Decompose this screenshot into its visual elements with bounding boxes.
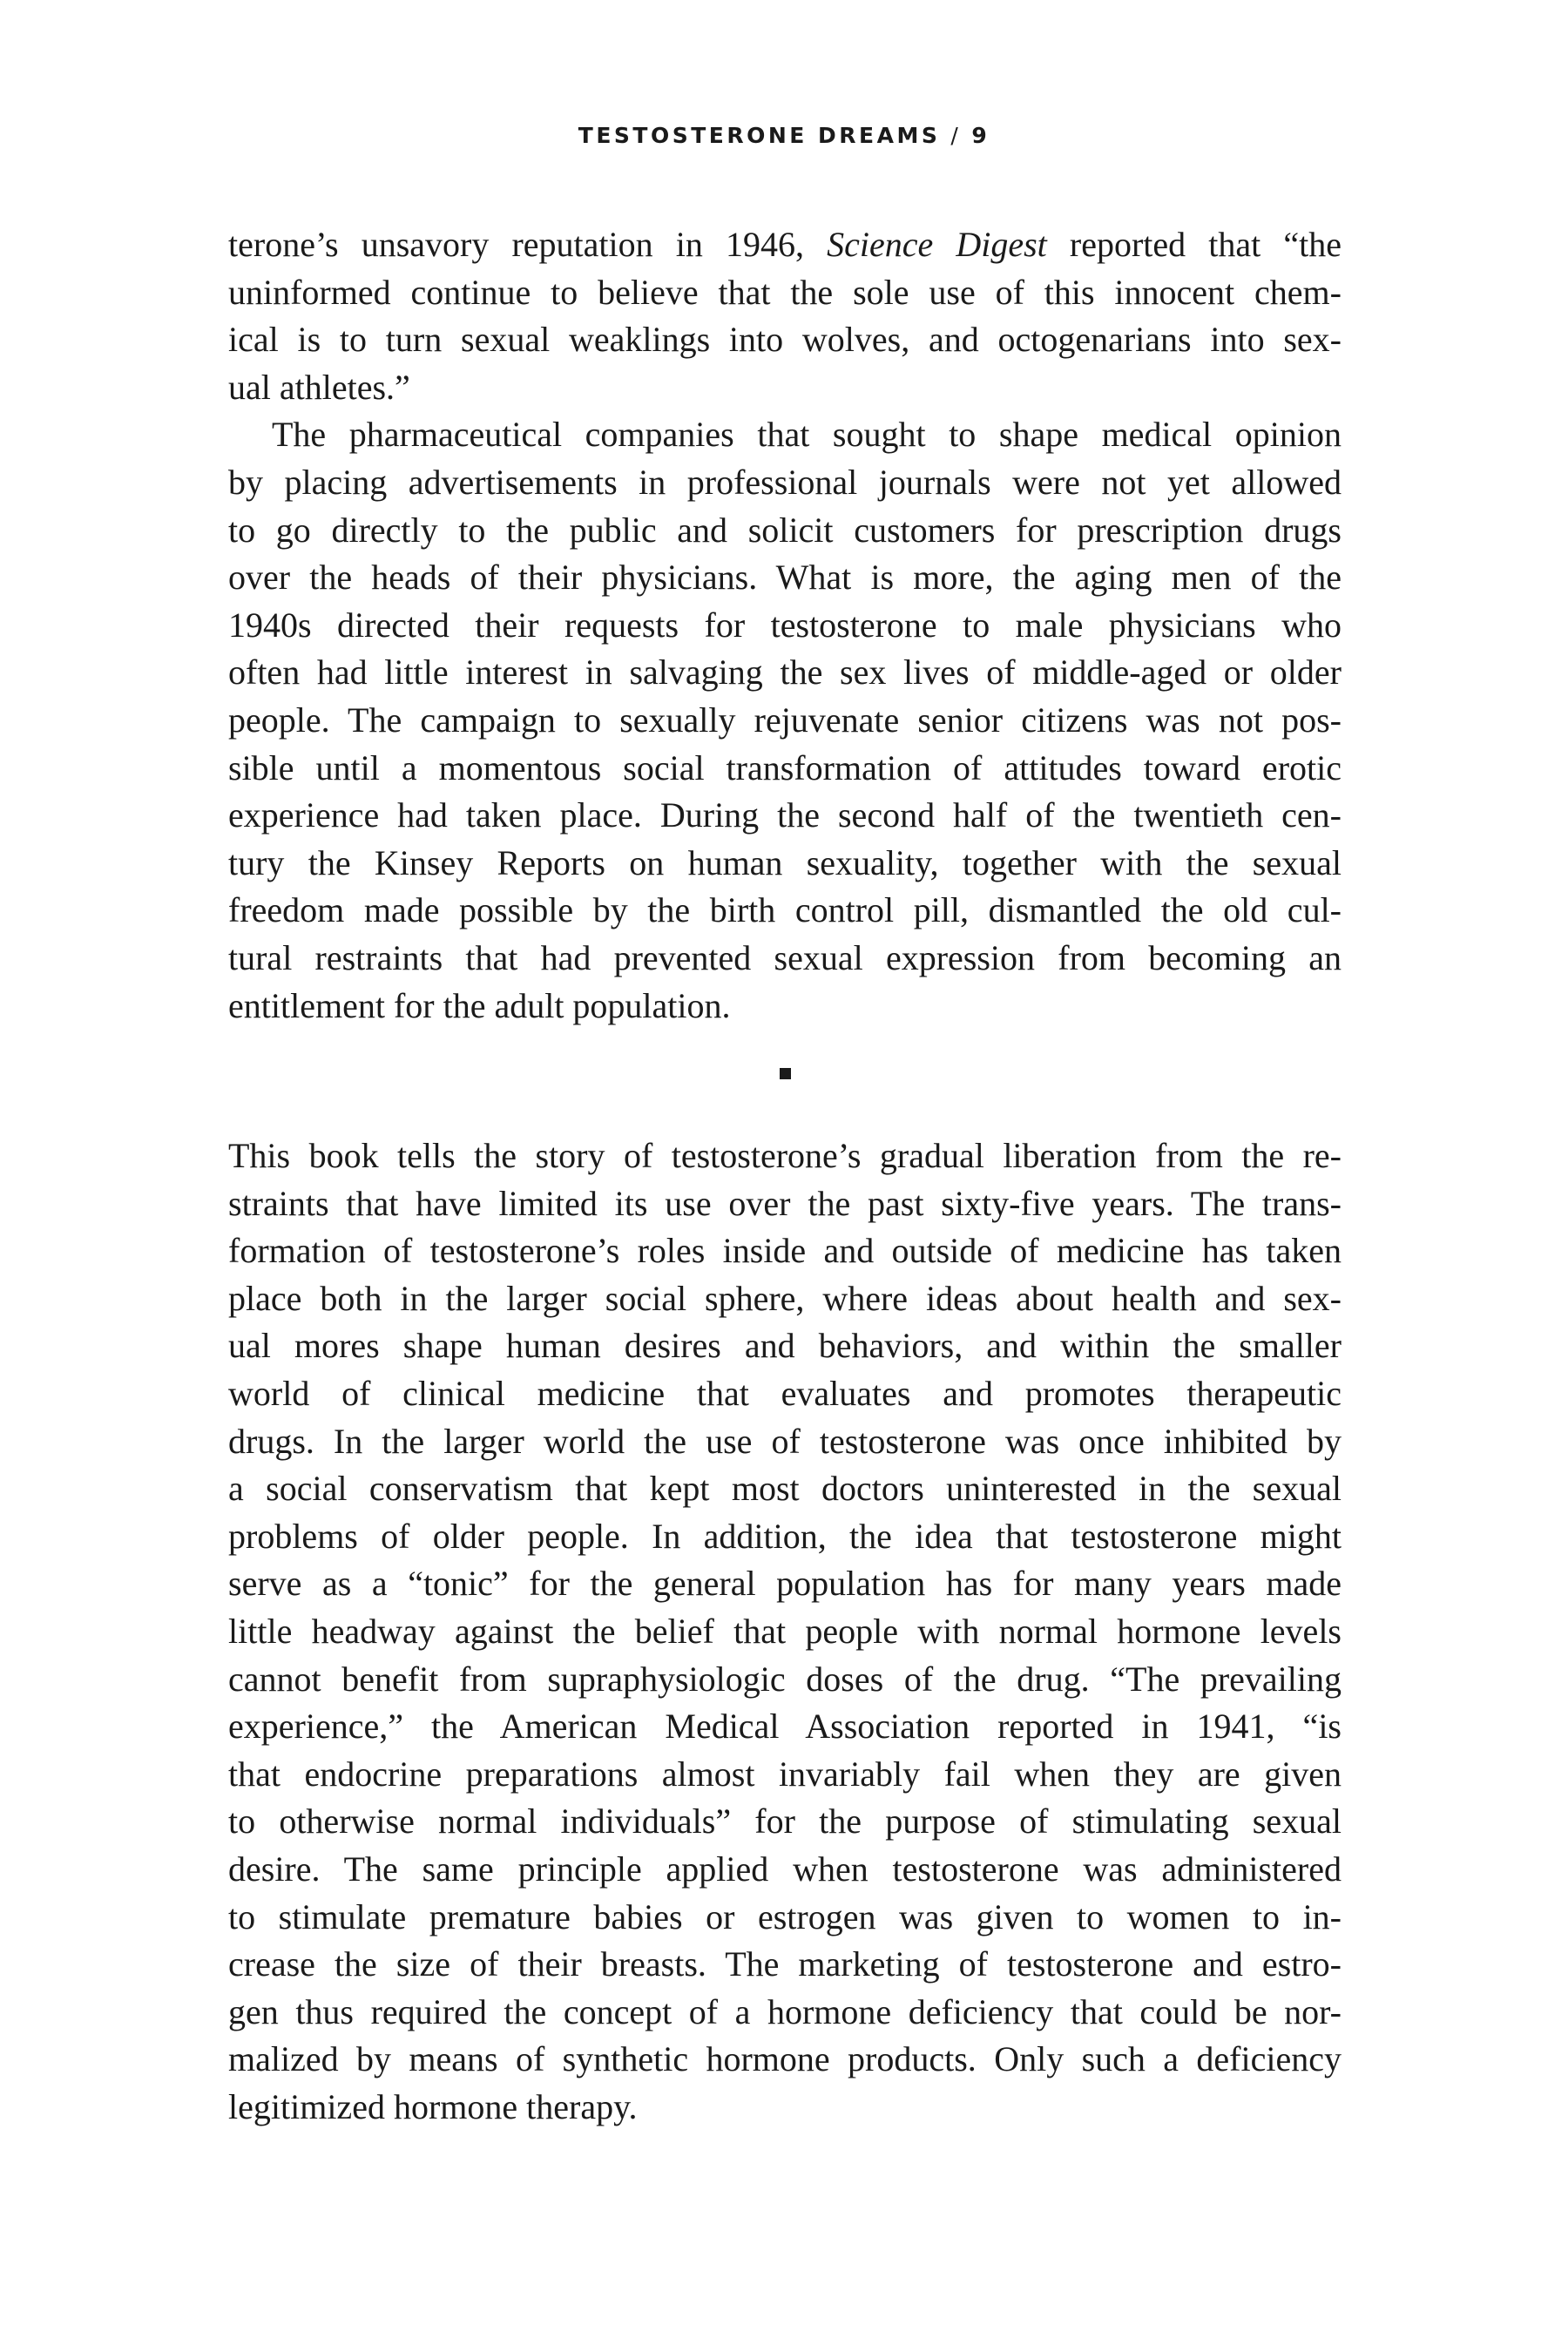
paragraph-3-line: formation of testosterone’s roles inside and outside of medicine has taken (228, 1231, 1342, 1271)
paragraph-3-line: straints that have limited its use over the past sixty-five years. The trans- (228, 1183, 1342, 1223)
paragraph-3-line: world of clinical medicine that evaluates and promotes therapeutic (228, 1373, 1342, 1413)
paragraph-2-line: entitlement for the adult population. (228, 985, 731, 1025)
paragraph-2-line: experience had taken place. During the second half of the twentieth cen- (228, 795, 1342, 835)
journal-title: Science Digest (827, 225, 1047, 264)
paragraph-3-line: desire. The same principle applied when testosterone was administered (228, 1848, 1342, 1889)
paragraph-2-line: tury the Kinsey Reports on human sexuality, together with the sexual (228, 842, 1342, 882)
paragraph-2-line: The pharmaceutical companies that sought to shape medical opinion (272, 415, 1342, 455)
paragraph-3-line: place both in the larger social sphere, where ideas about health and sex- (228, 1278, 1342, 1318)
paragraph-3-line: to otherwise normal individuals” for the purpose of stimulating sexual (228, 1801, 1342, 1842)
paragraph-1-line: terone’s unsavory reputation in 1946, Science Digest reported that “the (228, 225, 1342, 264)
paragraph-2-line: tural restraints that had prevented sexual expression from becoming an (228, 937, 1342, 977)
paragraph-3-line: malized by means of synthetic hormone products. Only such a deficiency (228, 2039, 1342, 2079)
paragraph-3-line: little headway against the belief that people with normal hormone levels (228, 1611, 1342, 1651)
page-number: 9 (971, 123, 990, 148)
paragraph-3-line: experience,” the American Medical Association reported in 1941, “is (228, 1707, 1342, 1747)
paragraph-3-line: problems of older people. In addition, the idea that testosterone might (228, 1516, 1342, 1556)
paragraph-1-line: ual athletes.” (228, 367, 410, 407)
paragraph-2-line: over the heads of their physicians. What is more, the aging men of the (228, 558, 1342, 598)
section-break-square (780, 1068, 791, 1079)
paragraph-3-line: This book tells the story of testosterone’s gradual liberation from the re- (228, 1136, 1342, 1175)
text-block-lower (228, 1132, 1342, 2131)
paragraph-3-line: serve as a “tonic” for the general population has for many years made (228, 1564, 1342, 1604)
paragraph-3-line: ual mores shape human desires and behaviors, and within the smaller (228, 1326, 1342, 1366)
paragraph-3-line: that endocrine preparations almost invariably fail when they are given (228, 1754, 1342, 1794)
paragraph-2-line: by placing advertisements in professional journals were not yet allowed (228, 462, 1342, 502)
paragraph-2-line: 1940s directed their requests for testosterone to male physicians who (228, 605, 1342, 645)
paragraph-2-line: freedom made possible by the birth control pill, dismantled the old cul- (228, 890, 1342, 930)
paragraph-2-line: sible until a momentous social transformation of attitudes toward erotic (228, 747, 1342, 787)
paragraph-3-line: cannot benefit from supraphysiologic doses of the drug. “The prevailing (228, 1659, 1342, 1699)
paragraph-1-line: uninformed continue to believe that the sole use of this innocent chem- (228, 272, 1342, 312)
paragraph-3-line: a social conservatism that kept most doctors uninterested in the sexual (228, 1469, 1342, 1509)
paragraph-3-line: gen thus required the concept of a hormone deficiency that could be nor- (228, 1991, 1342, 2031)
running-head-separator: / (950, 123, 962, 148)
running-head (0, 123, 1568, 148)
paragraph-3-line: to stimulate premature babies or estrogen was given to women to in- (228, 1896, 1342, 1936)
paragraph-3-line: legitimized hormone therapy. (228, 2086, 638, 2126)
paragraph-3-line: drugs. In the larger world the use of testosterone was once inhibited by (228, 1421, 1342, 1461)
paragraph-3-line: crease the size of their breasts. The marketing of testosterone and estro- (228, 1944, 1342, 1984)
running-head-title: TESTOSTERONE DREAMS (578, 123, 941, 148)
paragraph-2-line: to go directly to the public and solicit customers for prescription drugs (228, 510, 1342, 550)
paragraph-2-line: people. The campaign to sexually rejuvenate senior citizens was not pos- (228, 700, 1342, 740)
text-block-upper (228, 221, 1342, 1030)
paragraph-1-line: ical is to turn sexual weaklings into wolves, and octogenarians into sex- (228, 320, 1342, 360)
paragraph-2-line: often had little interest in salvaging the sex lives of middle-aged or older (228, 652, 1342, 693)
